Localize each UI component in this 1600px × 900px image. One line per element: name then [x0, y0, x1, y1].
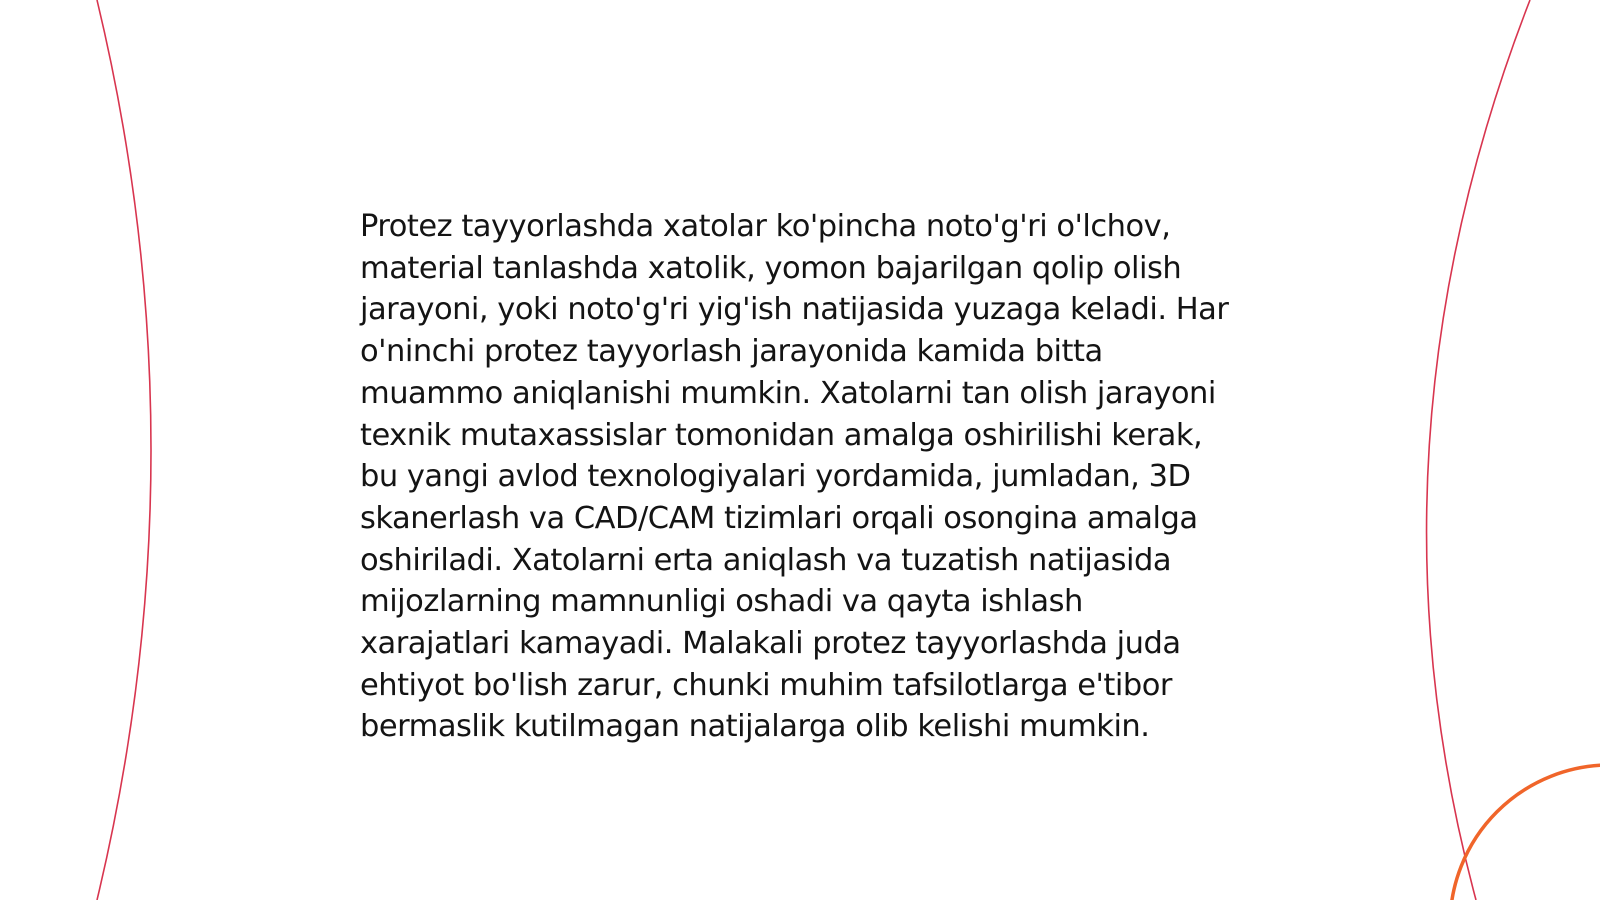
slide-body-text: Protez tayyorlashda xatolar ko'pincha noto'g'ri o'lchov, material tanlashda xatolik, yomon bajarilgan qolip olish jarayoni, yoki noto'g'ri yig'ish natijasida yuzaga keladi. Har o'ninchi protez tayyorlash jarayonida kamida bitta muammo aniqlanishi mumkin. Xatolarni tan olish jarayoni texnik mutaxassislar tomonidan amalga oshirilishi kerak, bu yangi avlod texnologiyalari yordamida, jumladan, 3D skanerlash va CAD/CAM tizimlari orqali osongina amalga oshiriladi. Xatolarni erta aniqlash va tuzatish natijasida mijozlarning mamnunligi oshadi va qayta ishlash xarajatlari kamayadi. Malakali protez tayyorlashda juda ehtiyot bo'lish zarur, chunki muhim tafsilotlarga e'tibor bermaslik kutilmagan natijalarga olib kelishi mumkin. [360, 209, 1229, 745]
corner-accent-circle [1450, 765, 1600, 900]
right-arc-line [1427, 0, 1530, 900]
left-arc-line [97, 0, 151, 900]
